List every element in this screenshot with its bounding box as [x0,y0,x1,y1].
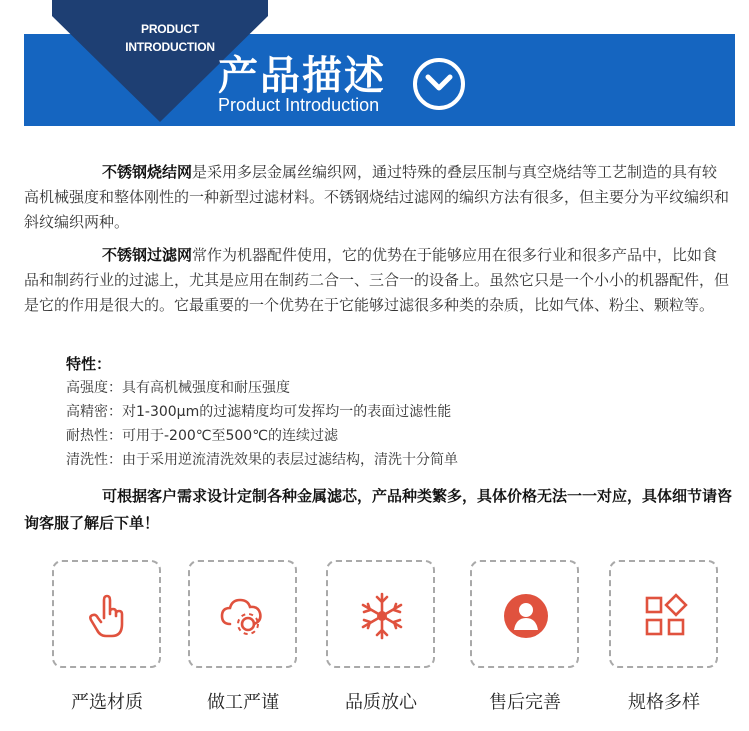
card-service [470,560,579,668]
feature-item: 高强度：具有高机械强度和耐压强度 [66,380,290,396]
page-title: 产品描述 [218,53,386,99]
card-label-material: 严选材质 [71,692,143,713]
feature-item: 耐热性：可用于-200℃至500℃的连续过滤 [66,428,338,444]
grid-squares-icon [635,586,695,646]
custom-order-note: 可根据客户需求设计定制各种金属滤芯，产品种类繁多，具体价格无法一一对应，具体细节请咨询客服了解后下单！ [24,487,733,532]
page-subtitle: Product Introduction [218,95,380,115]
chevron-down-icon [413,58,465,110]
tab-line-2: INTRODUCTION [125,40,215,54]
features-title: 特性： [66,355,112,373]
feature-item: 高精密：对1-300μm的过滤精度均可发挥均一的表面过滤性能 [66,404,452,420]
feature-item: 清洗性：由于采用逆流清洗效果的表层过滤结构，清洗十分简单 [66,452,458,468]
card-label-service: 售后完善 [489,692,561,713]
cloud-gear-icon [214,586,274,646]
paragraph-filter-mesh [24,243,732,318]
tab-line-1: PRODUCT [141,22,199,36]
card-craft [188,560,297,668]
user-badge-icon [496,586,556,646]
snowflake-icon [352,586,412,646]
card-material [52,560,161,668]
paragraph-text: 常作为机器配件使用，它的优势在于能够应用在很多行业和很多产品中，比如食品和制药行业的过滤上，尤其是应用在制药二合一、三合一的设备上。虽然它只是一个小小的机器配件，但是它的作用是很大的。它最重要的一个优势在于它能够过滤很多种类的杂质，比如气体、粉尘、颗粒等。 [24,246,730,314]
card-label-quality: 品质放心 [345,692,417,713]
paragraph-lead: 不锈钢烧结网 [102,163,193,181]
paragraph-text: 是采用多层金属丝编织网，通过特殊的叠层压制与真空烧结等工艺制造的具有较高机械强度和整体刚性的一种新型过滤材料。不锈钢烧结过滤网的编织方法有很多，但主要分为平纹编织和斜纹编织两种。 [24,163,730,231]
card-label-variety: 规格多样 [628,692,700,713]
paragraph-sintered-mesh [24,160,732,235]
card-variety [609,560,718,668]
features-list [66,352,706,472]
hand-pointer-icon [78,586,138,646]
card-label-craft: 做工严谨 [207,692,279,713]
card-quality [326,560,435,668]
paragraph-lead: 不锈钢过滤网 [102,246,193,264]
